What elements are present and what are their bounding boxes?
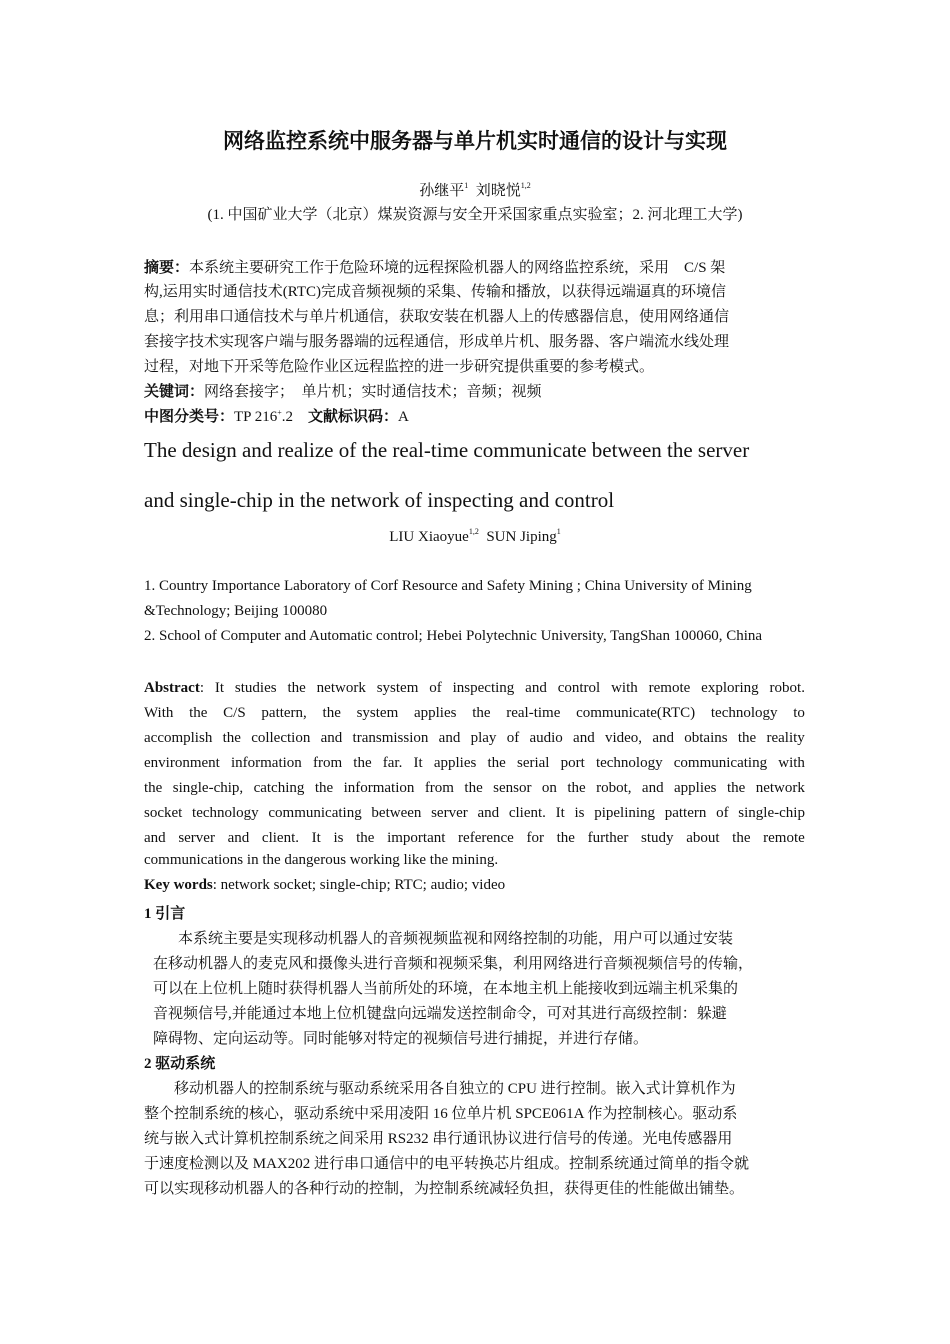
abstract-en-word: port xyxy=(560,755,585,771)
affiliation: (1. 中国矿业大学（北京）煤炭资源与安全开采国家重点实验室；2. 河北理工大学) xyxy=(207,207,743,223)
section-1-line: 音视频信号,并能通过本地上位机键盘向远端发送控制命令，可对其进行高级控制：躲避 xyxy=(153,1006,727,1022)
abstract-en-word: with xyxy=(778,755,805,771)
abstract-en-word: technology xyxy=(710,705,778,721)
abstract-en-word: and xyxy=(573,730,595,746)
abstract-en-word: the xyxy=(567,780,586,796)
english-affiliation: 2. School of Computer and Automatic control; Hebei Polytechnic University, TangShan 100060, China xyxy=(144,628,763,644)
abstract-en-word: studies xyxy=(234,680,277,696)
abstract-en-word: single-chip xyxy=(738,805,805,821)
abstract-en-word: client. xyxy=(508,805,546,821)
abstract-en-word: applies xyxy=(413,705,457,721)
english-title-line: The design and realize of the real-time communicate between the server xyxy=(144,438,750,462)
abstract-en-word: video, xyxy=(604,730,643,746)
keywords-cn-label: 关键词： xyxy=(144,384,205,400)
abstract-en-line xyxy=(144,801,805,825)
abstract-en-word: the xyxy=(556,830,575,846)
section-1-line: 障碍物、定向运动等。同时能够对特定的视频信号进行捕捉，并进行存储。 xyxy=(153,1031,649,1047)
abstract-en-word: the xyxy=(189,705,208,721)
keywords-en-label: Key words xyxy=(144,877,213,893)
abstract-en-word: information xyxy=(343,780,415,796)
author-name: 刘晓悦 xyxy=(475,183,521,199)
abstract-en-word: the xyxy=(356,830,375,846)
abstract-en-word: between xyxy=(371,805,422,821)
abstract-en-word: the xyxy=(287,680,306,696)
abstract-en-word: transmission xyxy=(352,730,429,746)
abstract-en-word: is xyxy=(574,805,585,821)
keywords-en xyxy=(144,877,505,894)
abstract-en-word: communicating xyxy=(268,805,362,821)
english-affiliation: &Technology; Beijing 100080 xyxy=(144,603,328,619)
author-line xyxy=(0,179,950,200)
abstract-en-word: network xyxy=(316,680,366,696)
english-title-line: and single-chip in the network of inspecting and control xyxy=(144,488,615,512)
abstract-en-word: pipelining xyxy=(594,805,656,821)
abstract-en-word: further xyxy=(587,830,629,846)
abstract-cn-line: 套接字技术实现客户端与服务器端的远程通信，形成单片机、服务器、客户端流水线处理 xyxy=(144,334,730,350)
abstract-en-word: the xyxy=(487,755,506,771)
abstract-en-word: the xyxy=(314,780,334,796)
section-1-line: 本系统主要是实现移动机器人的音频视频监视和网络控制的功能，用户可以通过安装 xyxy=(163,931,734,947)
abstract-en-label: Abstract xyxy=(144,680,200,696)
abstract-en-word: important xyxy=(387,830,446,846)
abstract-en-word: about xyxy=(686,830,720,846)
abstract-en-word: of xyxy=(429,680,442,696)
abstract-en-word: single-chip, xyxy=(172,780,244,796)
author-affil-mark: 1,2 xyxy=(468,527,479,536)
keywords-en-text: : network socket; single-chip; RTC; audio; video xyxy=(212,877,506,893)
abstract-en-word: communicate(RTC) xyxy=(576,705,696,721)
section-1-line: 在移动机器人的麦克风和摄像头进行音频和视频采集，利用网络进行音频视频信号的传输， xyxy=(153,956,754,972)
abstract-en-line xyxy=(144,826,805,850)
abstract-en-word: the xyxy=(464,780,483,796)
abstract-en-word: communicating xyxy=(673,755,768,771)
abstract-en-word: and xyxy=(227,830,250,846)
keywords-cn xyxy=(144,380,542,401)
abstract-en-word: control xyxy=(557,680,601,696)
abstract-en-word: of xyxy=(506,730,520,746)
abstract-en-word: of xyxy=(716,805,729,821)
abstract-en-word: pattern xyxy=(664,805,707,821)
abstract-en-word: server xyxy=(178,830,215,846)
abstract-en-word: for xyxy=(526,830,544,846)
section-2-line: 移动机器人的控制系统与驱动系统采用各自独立的 CPU 进行控制。嵌入式计算机作为 xyxy=(144,1081,736,1097)
abstract-en-word: and xyxy=(525,680,547,696)
abstract-cn-text: 本系统主要研究工作于危险环境的远程探险机器人的网络监控系统，采用 C/S 架 xyxy=(189,260,726,276)
abstract-cn-label: 摘要： xyxy=(144,260,190,276)
section-2-heading: 2 驱动系统 xyxy=(144,1056,216,1072)
abstract-cn-line: 构,运用实时通信技术(RTC)完成音频视频的采集、传输和播放，以获得远端逼真的环境信 xyxy=(144,284,727,300)
abstract-en-word: environment xyxy=(144,755,220,771)
abstract-en-word: remote xyxy=(763,830,805,846)
abstract-en-word: technology xyxy=(192,805,259,821)
abstract-en-word: socket xyxy=(144,805,183,821)
english-author-name: LIU Xiaoyue xyxy=(389,529,469,545)
english-author-line xyxy=(0,527,950,546)
abstract-en-word: reference xyxy=(458,830,514,846)
abstract-en-word: C/S xyxy=(223,705,246,721)
abstract-en-line xyxy=(144,726,805,750)
abstract-en-word: the xyxy=(737,730,757,746)
abstract-en-word: robot, xyxy=(596,780,632,796)
abstract-en-word: from xyxy=(424,780,454,796)
abstract-en-word: the xyxy=(222,730,241,746)
abstract-en-word: network xyxy=(755,780,805,796)
abstract-en-word: the xyxy=(144,780,163,796)
abstract-en-word: server xyxy=(431,805,468,821)
abstract-en-word: applies xyxy=(433,755,477,771)
abstract-en-word: It xyxy=(311,830,321,846)
abstract-en-word: remote xyxy=(648,680,691,696)
author-affil-mark: 1 xyxy=(464,181,469,190)
abstract-en-word: collection xyxy=(251,730,311,746)
abstract-en-word: and xyxy=(438,730,461,746)
abstract-en-line xyxy=(144,776,805,800)
author-affil-mark: 1 xyxy=(556,527,561,536)
abstract-en-word: far. xyxy=(382,755,403,771)
abstract-cn-line: 息；利用串口通信技术与单片机通信，获取安装在机器人上的传感器信息，使用网络通信 xyxy=(144,309,730,325)
abstract-cn-line xyxy=(144,256,725,277)
abstract-en-word: and xyxy=(320,730,343,746)
clc-tail: .2 xyxy=(281,409,293,425)
abstract-en-word: with xyxy=(611,680,638,696)
abstract-en-word: obtains xyxy=(684,730,728,746)
abstract-en-word: the xyxy=(726,780,746,796)
abstract-en-word: study xyxy=(641,830,674,846)
abstract-en-word: information xyxy=(230,755,302,771)
abstract-en-line xyxy=(144,751,805,775)
abstract-en-word: reality xyxy=(766,730,805,746)
author-name: 孙继平 xyxy=(419,183,465,199)
abstract-en-word: and xyxy=(652,730,674,746)
doc-code-value: A xyxy=(398,409,409,425)
abstract-en-word: the xyxy=(732,830,751,846)
section-2-line: 统与嵌入式计算机控制系统之间采用 RS232 串行通讯协议进行信号的传递。光电传感器用 xyxy=(144,1131,733,1147)
abstract-en-line xyxy=(144,676,805,700)
author-affil-mark: 1,2 xyxy=(520,181,531,190)
abstract-en-word: exploring xyxy=(701,680,759,696)
abstract-en-word: robot. xyxy=(769,680,805,696)
abstract-en-word: audio xyxy=(529,730,563,746)
abstract-en-word: It xyxy=(214,680,225,696)
abstract-en-word: With xyxy=(144,705,174,721)
clc-sup: + xyxy=(277,408,282,417)
abstract-en-word: and xyxy=(144,830,166,846)
abstract-cn-line: 过程，对地下开采等危险作业区远程监控的进一步研究提供重要的参考模式。 xyxy=(144,359,655,375)
abstract-en-word: Abstract: xyxy=(144,680,204,696)
section-2-line: 于速度检测以及 MAX202 进行串口通信中的电平转换芯片组成。控制系统通过简单的指令就 xyxy=(144,1156,750,1172)
abstract-en-word: the xyxy=(353,755,372,771)
abstract-en-word: pattern, xyxy=(261,705,307,721)
section-2-line: 整个控制系统的核心，驱动系统中采用凌阳 16 位单片机 SPCE061A 作为控制核心。驱动系 xyxy=(144,1106,738,1122)
english-affiliation: 1. Country Importance Laboratory of Corf Resource and Safety Mining ; China University of Mining xyxy=(144,578,752,594)
section-1-line: 可以在上位机上随时获得机器人当前所处的环境，在本地主机上能接收到远端主机采集的 xyxy=(153,981,739,997)
english-author-name: SUN Jiping xyxy=(486,529,557,545)
abstract-en-word: serial xyxy=(516,755,550,771)
abstract-en-word: to xyxy=(793,705,805,721)
abstract-en-word: play xyxy=(470,730,497,746)
abstract-en-word: real-time xyxy=(506,705,561,721)
abstract-en-word: It xyxy=(555,805,565,821)
abstract-en-word: the xyxy=(322,705,341,721)
abstract-en-line xyxy=(144,701,805,725)
abstract-en-word: on xyxy=(541,780,557,796)
abstract-en-word: accomplish xyxy=(144,730,213,746)
clc-label: 中图分类号： xyxy=(144,409,235,425)
doc-code-label: 文献标识码： xyxy=(307,409,398,425)
abstract-en-word: catching xyxy=(253,780,305,796)
section-2-line: 可以实现移动机器人的各种行动的控制，为控制系统减轻负担，获得更佳的性能做出铺垫。 xyxy=(144,1181,745,1197)
abstract-en-word: technology xyxy=(595,755,663,771)
abstract-en-word: It xyxy=(413,755,423,771)
section-1-heading: 1 引言 xyxy=(144,906,186,922)
abstract-en-word: from xyxy=(312,755,343,771)
classification-line xyxy=(144,405,409,426)
abstract-en-word: client. xyxy=(261,830,299,846)
paper-title: 网络监控系统中服务器与单片机实时通信的设计与实现 xyxy=(223,129,727,153)
abstract-en-word: is xyxy=(333,830,344,846)
abstract-en-word: sensor xyxy=(493,780,532,796)
abstract-en-line: communications in the dangerous working like the mining. xyxy=(144,852,499,868)
abstract-en-word: and xyxy=(477,805,500,821)
abstract-en-word: system xyxy=(376,680,419,696)
clc-value: TP 216 xyxy=(234,409,278,425)
abstract-en-word: applies xyxy=(674,780,717,796)
abstract-en-word: and xyxy=(641,780,664,796)
abstract-en-word: system xyxy=(356,705,399,721)
abstract-en-word: the xyxy=(472,705,491,721)
abstract-en-word: inspecting xyxy=(452,680,515,696)
keywords-cn-text: 网络套接字； 单片机；实时通信技术；音频；视频 xyxy=(204,384,542,400)
